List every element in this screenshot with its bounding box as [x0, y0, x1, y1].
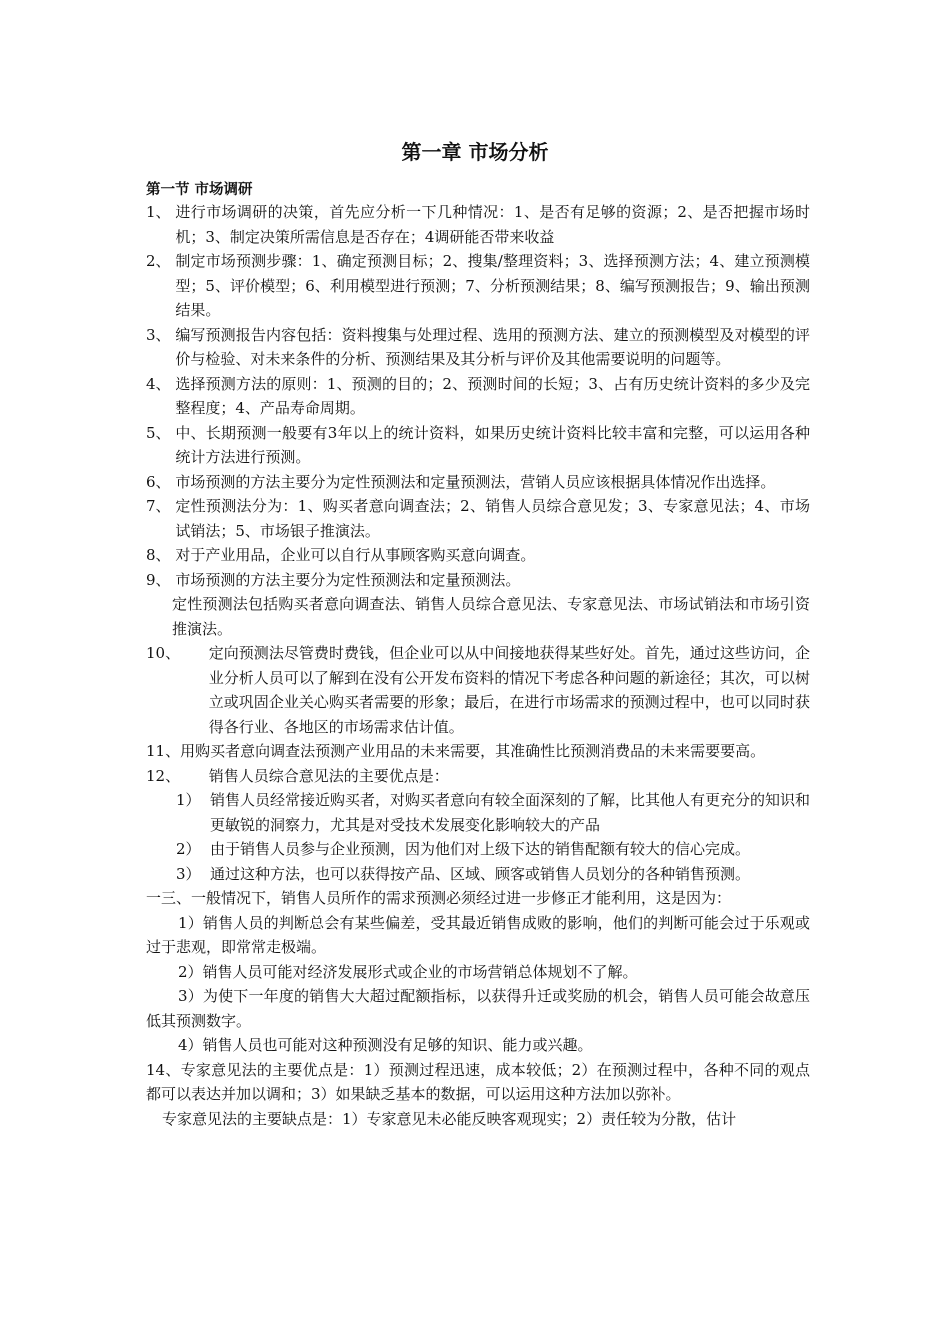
sub-item-number: 3） — [176, 864, 201, 883]
list-item — [146, 421, 810, 470]
sub-item-number: 2） — [176, 840, 201, 858]
item-text: 中、长期预测一般要有3年以上的统计资料，如果历史统计资料比较丰富和完整，可以运用各种统计方法进行预测。 — [175, 423, 810, 466]
item-number: 4、 — [146, 374, 176, 393]
item-14: 14、专家意见法的主要优点是：1）预测过程迅速，成本较低；2）在预测过程中，各种不同的观点都可以表达并加以调和；3）如果缺乏基本的数据，可以运用这种方法加以弥补。 — [146, 1060, 810, 1103]
sub-item-text: 销售人员经常接近购买者，对购买者意向有较全面深刻的了解，比其他人有更充分的知识和更敏锐的洞察力，尤其是对受技术发展变化影响较大的产品 — [210, 791, 811, 834]
item-number: 6、 — [146, 472, 176, 491]
item-number: 5、 — [146, 423, 176, 442]
item-text: 对于产业用品，企业可以自行从事顾客购买意向调查。 — [175, 546, 536, 564]
list-item — [146, 641, 810, 739]
item-number: 10、 — [146, 644, 209, 662]
item-number: 7、 — [146, 497, 176, 515]
paragraph: 1）销售人员的判断总会有某些偏差，受其最近销售成败的影响，他们的判断可能会过于乐观或过于悲观，即常常走极端。 — [146, 913, 810, 956]
list-item — [146, 372, 810, 421]
item-number: 8、 — [146, 546, 176, 564]
item-number: 9、 — [146, 570, 176, 589]
list-item — [146, 249, 810, 323]
item-text: 制定市场预测步骤：1、确定预测目标；2、搜集/整理资料；3、选择预测方法；4、建立预测模型；5、评价模型；6、利用模型进行预测；7、分析预测结果；8、编写预测报告；9、输出预测结果。 — [175, 252, 810, 319]
item-number: 3、 — [146, 325, 176, 344]
sub-item — [146, 837, 810, 862]
item-text: 选择预测方法的原则：1、预测的目的；2、预测时间的长短；3、占有历史统计资料的多少及完整程度；4、产品寿命周期。 — [175, 374, 810, 417]
list-item — [146, 739, 810, 764]
sub-item-text: 由于销售人员参与企业预测，因为他们对上级下达的销售配额有较大的信心完成。 — [210, 840, 751, 858]
item-number: 1、 — [146, 203, 176, 221]
paragraph: 专家意见法的主要缺点是：1）专家意见未必能反映客观现实；2）责任较为分散，估计 — [162, 1109, 737, 1128]
list-item — [146, 764, 810, 789]
sub-item — [146, 788, 810, 837]
section-heading: 第一节 市场调研 — [146, 182, 253, 198]
item-13-intro: 一三、一般情况下，销售人员所作的需求预测必须经过进一步修正才能利用，这是因为： — [146, 889, 732, 907]
chapter-title: 第一章 市场分析 — [401, 140, 549, 164]
item-text: 定性预测法分为：1、购买者意向调查法；2、销售人员综合意见发；3、专家意见法；4、市场试销法；5、市场银子推演法。 — [175, 497, 810, 540]
sub-item — [146, 862, 810, 887]
item-number: 11、 — [146, 742, 181, 760]
item-text: 用购买者意向调查法预测产业用品的未来需要，其准确性比预测消费品的未来需要要高。 — [180, 742, 766, 760]
sub-item-text: 通过这种方法，也可以获得按产品、区域、顾客或销售人员划分的各种销售预测。 — [210, 864, 751, 883]
item-text: 编写预测报告内容包括：资料搜集与处理过程、选用的预测方法、建立的预测模型及对模型的评价与检验、对未来条件的分析、预测结果及其分析与评价及其他需要说明的问题等。 — [175, 325, 810, 368]
paragraph: 4）销售人员也可能对这种预测没有足够的知识、能力或兴趣。 — [178, 1036, 593, 1054]
item-text: 进行市场调研的决策，首先应分析一下几种情况：1、是否有足够的资源；2、是否把握市场时机；3、制定决策所需信息是否存在；4调研能否带来收益 — [175, 203, 810, 246]
item-text: 销售人员综合意见法的主要优点是： — [208, 766, 449, 785]
item-continuation: 定性预测法包括购买者意向调查法、销售人员综合意见法、专家意见法、市场试销法和市场引资推演法。 — [172, 595, 810, 638]
list-item — [146, 568, 810, 593]
item-number: 2、 — [146, 252, 176, 270]
paragraph: 2）销售人员可能对经济发展形式或企业的市场营销总体规划不了解。 — [178, 962, 638, 981]
list-item — [146, 494, 810, 543]
list-item — [146, 543, 810, 568]
item-text: 市场预测的方法主要分为定性预测法和定量预测法。 — [175, 570, 521, 589]
document-body — [146, 200, 810, 1131]
item-number: 12、 — [146, 766, 209, 785]
list-item — [146, 470, 810, 495]
list-item — [146, 323, 810, 372]
list-item — [146, 200, 810, 249]
item-text: 市场预测的方法主要分为定性预测法和定量预测法，营销人员应该根据具体情况作出选择。 — [175, 472, 776, 491]
item-text: 定向预测法尽管费时费钱，但企业可以从中间接地获得某些好处。首先，通过这些访问，企业分析人员可以了解到在没有公开发布资料的情况下考虑各种问题的新途径；其次，可以树立或巩固企业关心购买者需要的形象；最后，在进行市场需求的预测过程中，也可以同时获得各行业、各地区的市场需求估计值。 — [208, 644, 810, 736]
paragraph: 3）为使下一年度的销售大大超过配额指标，以获得升迁或奖励的机会，销售人员可能会故意压低其预测数字。 — [146, 987, 810, 1030]
sub-item-number: 1） — [176, 791, 201, 809]
